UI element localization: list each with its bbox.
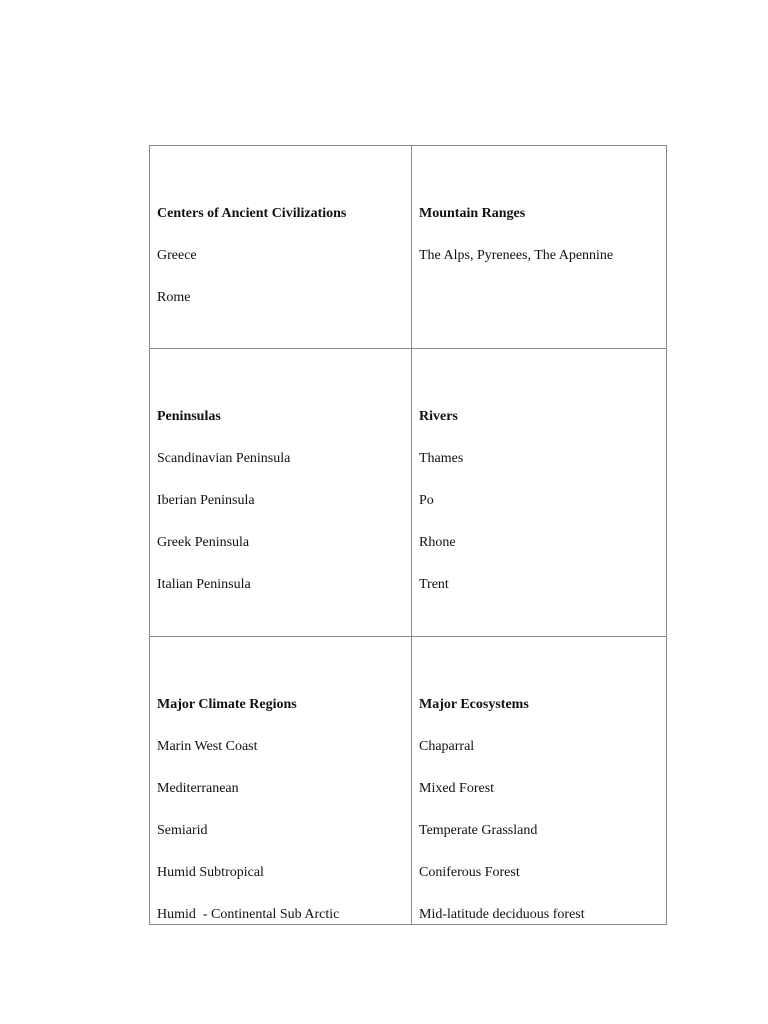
list-item: Greece: [157, 248, 197, 263]
cell-heading: Centers of Ancient Civilizations: [157, 206, 347, 221]
cell-heading: Major Climate Regions: [157, 697, 297, 712]
table-row: [150, 146, 667, 349]
list-item: Trent: [419, 577, 449, 592]
list-item: Thames: [419, 451, 464, 466]
cell-heading: Major Ecosystems: [419, 697, 529, 712]
list-item: Iberian Peninsula: [157, 493, 255, 508]
cell-heading: Rivers: [419, 409, 458, 424]
cell-heading: Mountain Ranges: [419, 206, 526, 221]
table-cell-ancient-civilizations: [150, 146, 412, 349]
list-item: Semiarid: [157, 823, 208, 838]
list-item: Po: [419, 493, 434, 508]
list-item: Rome: [157, 290, 191, 305]
list-item: Mediterranean: [157, 781, 239, 796]
list-item: Chaparral: [419, 739, 475, 754]
list-item: Humid Subtropical: [157, 865, 264, 880]
list-item: Italian Peninsula: [157, 577, 251, 592]
geography-table: [149, 145, 667, 925]
table-row: [150, 349, 667, 637]
list-item: Marin West Coast: [157, 739, 258, 754]
cell-heading: Peninsulas: [157, 409, 221, 424]
table-cell-mountain-ranges: [412, 146, 667, 349]
list-item: Rhone: [419, 535, 456, 550]
list-item: Greek Peninsula: [157, 535, 250, 550]
table-row: [150, 637, 667, 925]
list-item: Scandinavian Peninsula: [157, 451, 291, 466]
list-item: Humid - Continental Sub Arctic: [157, 907, 340, 922]
table-cell-climate-regions: [150, 637, 412, 925]
list-item: Coniferous Forest: [419, 865, 520, 880]
list-item: Mid-latitude deciduous forest: [419, 907, 585, 922]
list-item: Mixed Forest: [419, 781, 495, 796]
list-item: Temperate Grassland: [419, 823, 538, 838]
table-cell-ecosystems: [412, 637, 667, 925]
table-cell-rivers: [412, 349, 667, 637]
table-cell-peninsulas: [150, 349, 412, 637]
list-item: The Alps, Pyrenees, The Apennine: [419, 248, 614, 263]
